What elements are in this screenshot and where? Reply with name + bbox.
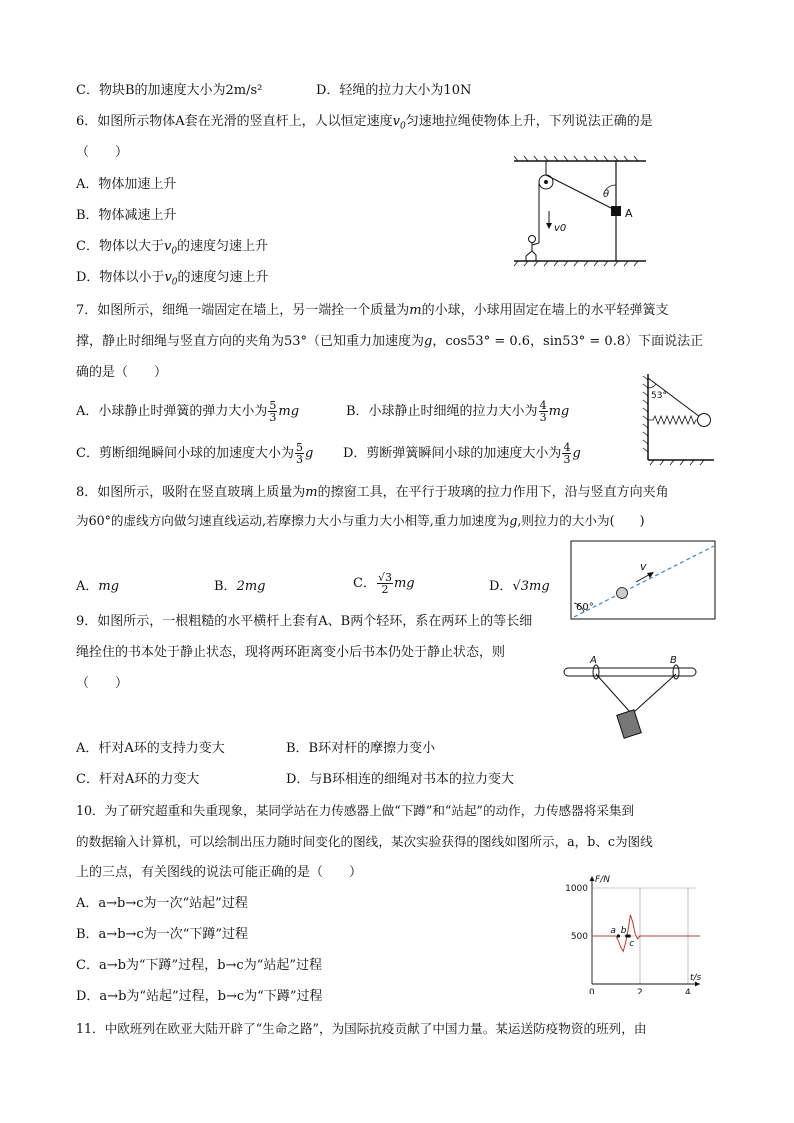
q10-line3: 上的三点，有关图线的说法可能正确的是（ ） (76, 865, 363, 880)
q6-option-d: D．物体以小于$v_0$的速度匀速上升 (76, 270, 269, 288)
point-a (617, 934, 620, 937)
q10-line1: 10．为了研究超重和失重现象，某同学站在力传感器上做“下蹲”和“站起”的动作，力传感器将采集到 (76, 803, 635, 818)
q10-option-c: C．a→b为“下蹲”过程，b→c为“站起”过程 (76, 958, 322, 973)
q10-option-d: D．a→b为“站起”过程，b→c为“下蹲”过程 (76, 989, 323, 1004)
svg-text:A: A (590, 655, 597, 666)
q10-option-a: A．a→b→c为一次“站起”过程 (76, 896, 248, 911)
q8-option-c: C． $\frac{√3}{2}$ mg (353, 571, 415, 596)
point-c (628, 934, 631, 937)
q9-option-c: C．杆对A环的力变大 (76, 772, 200, 787)
point-label-c: c (629, 939, 635, 949)
q6-stem: 6．如图所示物体A套在光滑的竖直杆上，人以恒定速度$v_0$匀速地拉绳使物体上升，下列说法正确的是 (76, 114, 653, 132)
q11-line1: 11．中欧班列在欧亚大陆开辟了“生命之路”，为国际抗疫贡献了中国力量。某运送防疫物资的班列，由 (76, 1021, 647, 1036)
svg-text:53°: 53° (651, 391, 667, 401)
point-label-a: a (610, 926, 616, 936)
svg-text:60°: 60° (576, 602, 594, 613)
q9-line2: 绳拴住的书本处于静止状态，现将两环距离变小后书本仍处于静止状态，则 (76, 645, 506, 660)
y-axis-label: F/N (595, 875, 610, 885)
q8-figure (570, 540, 716, 620)
q7-option-c: C．剪断细绳瞬间小球的加速度大小为 $\frac{5}{3}$ g (76, 441, 314, 466)
svg-text:v: v (640, 560, 647, 573)
q10-option-b: B．a→b→c为一次“下蹲”过程 (76, 927, 248, 942)
q6-option-a: A．物体加速上升 (76, 177, 177, 192)
svg-text:B: B (670, 655, 677, 666)
q8-line2: 为60°的虚线方向做匀速直线运动,若摩擦力大小与重力大小相等,重力加速度为g,则拉力的大小为( ) (76, 513, 645, 528)
svg-text:A: A (625, 207, 633, 220)
q7-line2: 撑，静止时细绳与竖直方向的夹角为53°（已知重力加速度为g，cos53° = 0.6，sin53° = 0.8）下面说法正 (76, 334, 704, 349)
v0-symbol: $v_0$ (392, 114, 406, 132)
q7-option-b: B．小球静止时细绳的拉力大小为 $\frac{4}{3}$ mg (346, 399, 570, 424)
q9-option-b: B．B环对杆的摩擦力变小 (286, 741, 436, 756)
svg-text:v0: v0 (554, 223, 567, 234)
q6-option-c: C．物体以大于$v_0$的速度匀速上升 (76, 239, 269, 257)
q8-option-d: D．√3mg (489, 579, 550, 594)
q8-line1: 8．如图所示，吸附在竖直玻璃上质量为m的擦窗工具，在平行于玻璃的拉力作用下，沿与竖直方向夹角 (76, 485, 669, 500)
q10-force-time-chart (560, 866, 710, 994)
q10-line2: 的数据输入计算机，可以绘制出压力随时间变化的图线，某次实验获得的图线如图所示，a，b、c为图线 (76, 834, 653, 849)
q9-option-a: A．杆对A环的支持力变大 (76, 741, 225, 756)
q6-figure (512, 155, 652, 267)
y-tick-label: 500 (570, 932, 588, 942)
x-tick-label: 4 (685, 988, 691, 994)
q9-line1: 9．如图所示，一根粗糙的水平横杆上套有A、B两个轻环，系在两环上的等长细 (76, 614, 533, 629)
q7-line1: 7．如图所示，细绳一端固定在墙上，另一端拴一个质量为m的小球，小球用固定在墙上的水平轻弹簧支 (76, 303, 669, 318)
q7-option-a: A．小球静止时弹簧的弹力大小为 $\frac{5}{3}$ mg (76, 399, 300, 424)
x-axis-label: t/s (690, 973, 702, 983)
q8-option-a: A．mg (76, 579, 120, 594)
q9-option-d: D．与B环相连的细绳对书本的拉力变大 (286, 772, 514, 787)
series-line-F (592, 915, 700, 951)
point-label-b: b (620, 926, 627, 936)
q9-figure (560, 652, 700, 748)
block-a (611, 206, 621, 216)
q8-option-b: B．2mg (214, 579, 266, 594)
q7-line3: 确的是（ ） (76, 365, 168, 380)
x-tick-label: 0 (589, 988, 595, 994)
q6-paren: （ ） (76, 145, 129, 160)
q5-option-c: C．物块B的加速度大小为2m/s² (76, 83, 263, 98)
q9-paren: （ ） (76, 676, 129, 691)
q7-option-d: D．剪断弹簧瞬间小球的加速度大小为 $\frac{4}{3}$ g (343, 441, 581, 466)
person-icon (526, 236, 539, 262)
q7-figure (640, 372, 718, 466)
y-axis-arrow (590, 876, 595, 881)
x-tick-label: 2 (637, 988, 643, 994)
q5-option-d: D．轻绳的拉力大小为10N (316, 83, 472, 98)
svg-text:θ: θ (603, 189, 610, 200)
book (617, 710, 642, 738)
y-tick-label: 1000 (565, 884, 588, 894)
q6-option-b: B．物体减速上升 (76, 208, 177, 223)
